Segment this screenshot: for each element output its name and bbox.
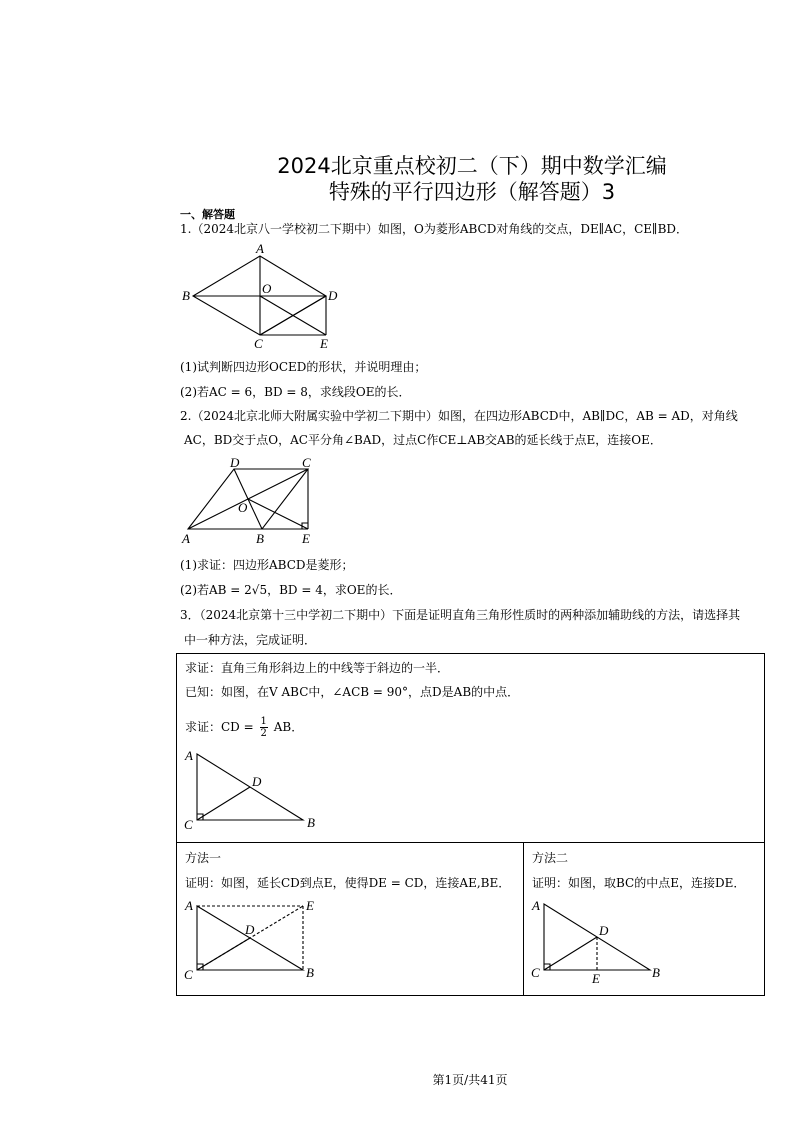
q1-label-b: B: [182, 288, 190, 303]
fraction-numerator: 1: [260, 716, 267, 727]
proof-claim: 求证：直角三角形斜边上的中线等于斜边的一半．: [185, 661, 450, 675]
q2-label-a: A: [182, 531, 190, 546]
q1-part1: (1)试判断四边形OCED的形状，并说明理由；: [180, 360, 427, 374]
page-title-line1: 2024北京重点校初二（下）期中数学汇编: [277, 154, 667, 178]
q1-label-o: O: [262, 281, 272, 296]
m2-label-c: C: [531, 965, 540, 980]
q2-part2: (2)若AB = 2√5，BD = 4，求OE的长．: [180, 583, 402, 597]
method1-text: 证明：如图，延长CD到点E，使得DE = CD，连接AE,BE．: [185, 876, 511, 890]
main-label-a: A: [185, 748, 193, 763]
method1-figure: [181, 896, 331, 986]
q3-stem-line1: 3．（2024北京第十三中学初二下期中）下面是证明直角三角形性质时的两种添加辅助线的方法，请选择其: [180, 608, 741, 622]
page-title-line2: 特殊的平行四边形（解答题）3: [328, 180, 616, 204]
main-label-c: C: [184, 817, 193, 832]
m1-label-b: B: [306, 965, 314, 980]
q2-label-o: O: [238, 500, 248, 515]
m1-label-d: D: [245, 922, 255, 937]
page-footer: 第1页/共41页: [432, 1073, 508, 1087]
proof-to-prove: [185, 716, 303, 739]
method2-title: 方法二: [532, 851, 569, 865]
m1-label-e: E: [306, 898, 314, 913]
q2-label-d: D: [230, 455, 240, 470]
proof-box: [176, 653, 765, 996]
q1-stem: 1.（2024北京八一学校初二下期中）如图，O为菱形ABCD对角线的交点，DE∥AC，CE∥BD．: [180, 222, 689, 236]
fraction-denominator: 2: [260, 728, 267, 739]
q1-label-a: A: [256, 241, 264, 256]
q1-label-d: D: [328, 288, 338, 303]
m2-label-b: B: [652, 965, 660, 980]
q2-segment-oe: [248, 499, 308, 529]
q2-label-b: B: [256, 531, 264, 546]
proof-main-figure: [181, 746, 321, 834]
main-median-cd: [197, 787, 250, 820]
main-label-b: B: [307, 815, 315, 830]
q1-label-e: E: [320, 336, 328, 351]
method1-title: 方法一: [185, 851, 222, 865]
m2-label-d: D: [599, 923, 609, 938]
m1-label-c: C: [184, 967, 193, 982]
q2-figure: [176, 452, 326, 548]
q1-part2: (2)若AC = 6，BD = 8，求线段OE的长．: [180, 385, 411, 399]
m2-label-a: A: [532, 898, 540, 913]
section-heading: 一、解答题: [180, 208, 235, 221]
proof-box-divider: [177, 842, 764, 843]
q2-label-e: E: [302, 531, 310, 546]
q3-stem-line2: 中一种方法，完成证明．: [184, 633, 317, 647]
fraction-half: [260, 716, 268, 739]
q2-part1: (1)求证：四边形ABCD是菱形；: [180, 558, 354, 572]
q2-label-c: C: [302, 455, 311, 470]
proof-box-column-divider: [523, 842, 524, 995]
q2-stem-line1: 2.（2024北京北师大附属实验中学初二下期中）如图，在四边形ABCD中，AB∥DC，AB = AD，对角线: [180, 409, 738, 423]
q1-label-c: C: [254, 336, 263, 351]
method2-text: 证明：如图，取BC的中点E，连接DE．: [532, 876, 746, 890]
proof-given: 已知：如图，在V ABC中，∠ACB = 90°，点D是AB的中点．: [185, 685, 520, 699]
m1-segment-cd: [197, 938, 250, 970]
m2-median-cd: [544, 937, 597, 970]
method2-figure: [527, 896, 677, 988]
proof-to-prove-suffix: AB．: [273, 720, 304, 734]
m1-label-a: A: [185, 898, 193, 913]
proof-to-prove-prefix: 求证：CD =: [185, 720, 254, 734]
main-label-d: D: [252, 774, 262, 789]
q2-stem-line2: AC，BD交于点O，AC平分角∠BAD，过点C作CE⊥AB交AB的延长线于点E，连接OE．: [184, 433, 662, 447]
m2-label-e: E: [592, 971, 600, 986]
q1-figure: [176, 240, 356, 352]
